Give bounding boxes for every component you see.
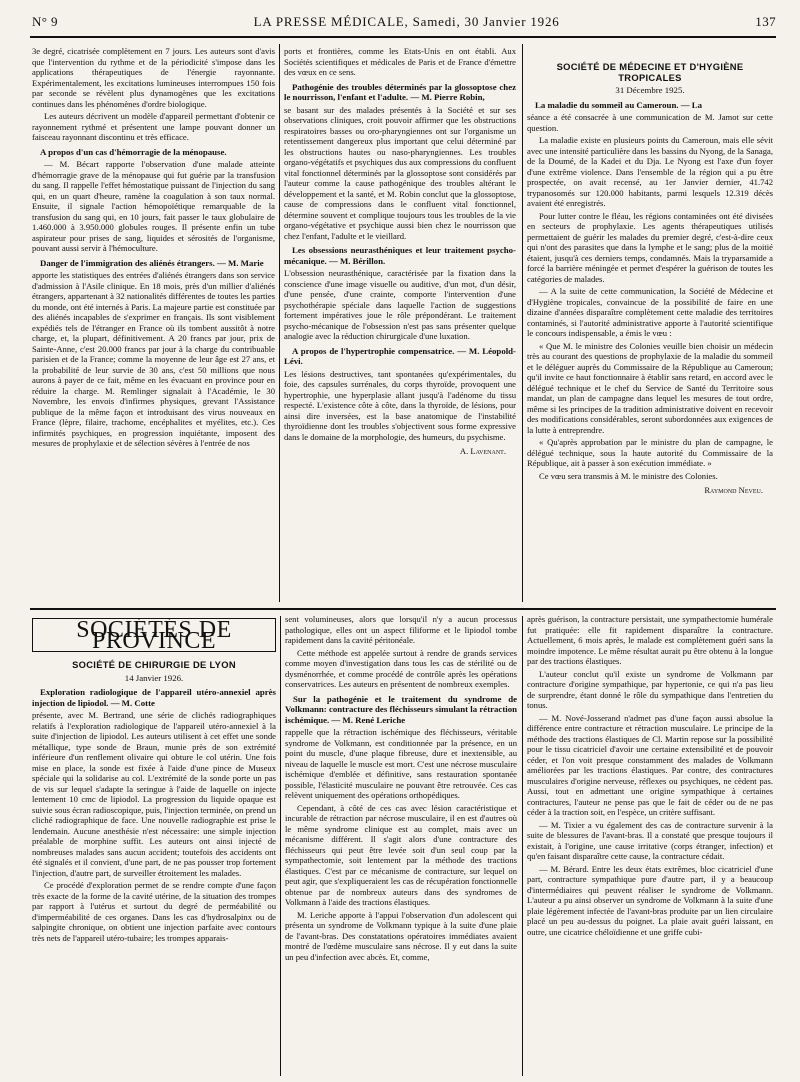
article-heading: Pathogénie des troubles déterminés par la glossoptose chez le nourrisson, l'enfant et l'adulte. — M. Pierre Robin, <box>284 81 516 102</box>
column-bottom-left <box>32 618 276 1074</box>
paragraph: Cette méthode est appelée surtout à rendre de grands services comme moyen d'investigation dans tous les cas de stérilité ou de dysménorrhée, et comme procédé de contrôle après les opérations conservatrices. Les auteurs en présentent de nombreux exemples. <box>285 647 517 689</box>
page-number: 137 <box>755 14 776 29</box>
section-title-box <box>32 618 276 652</box>
session-date: 31 Décembre 1925. <box>615 85 685 95</box>
header-rule <box>30 36 776 38</box>
article-heading: Les obsessions neurasthéniques et leur traitement psycho-mécanique. — M. Bérillon. <box>284 245 516 266</box>
paragraph: ports et frontières, comme les Etats-Unis en ont établi. Aux Sociétés scientifiques et médicales de Paris et de France d'émettre des vœux en ce sens. <box>284 46 516 77</box>
column-divider <box>280 616 281 1076</box>
paragraph: 3e degré, cicatrisée complètement en 7 jours. Les auteurs sont d'avis que l'intervention du rythme et de la périodicité s'impose dans les applications thérapeutiques de l'énergie rayonnante. Expérimentalement, les excitations lumineuses interrompues 150 fois par seconde se révèlent plus dynamogènes que les excitations continues dans les phénomènes d'ordre biologique. <box>32 46 275 109</box>
paragraph: se basant sur des malades présentés à la Société et sur ses observations cliniques, croit pouvoir affirmer que les obstructions respiratoires basses ou oro-pharyngiennes ont sur l'organisme un retentissement dangereux plus important que celui déterminé par les obstructions hautes ou naso-pharyngiennes. Les troubles organo-végétatifs et psychiques dus aux compressions du confluent vital fonctionnel déterminés par la glossoptose sont considérés par l'auteur comme la cause pathogénique des troubles altérant le développement et la santé, et M. Robin conclut que la glossoptose, cause de compressions dans le confluent vital fonctionnel, détermine souvent et complique toujours tous les troubles de la vie organo-végétative et psychique aussi bien chez le nourrisson que chez l'enfant, l'adulte et le vieillard. <box>284 104 516 241</box>
column-bottom-middle <box>285 614 517 1076</box>
section-title: SOCIÉTÉS DE PROVINCE <box>76 618 232 654</box>
paragraph: « Qu'après approbation par le ministre du plan de campagne, le délégué technique, sous la haute autorité du Commissaire de la République, ait à passer à son exécution immédiate. » <box>527 437 773 468</box>
column-top-left <box>32 46 275 603</box>
paragraph: séance a été consacrée à une communication de M. Jamot sur cette question. <box>527 112 773 133</box>
session-date: 14 Janvier 1926. <box>124 672 184 683</box>
paragraph: — M. Tixier a vu également des cas de contracture survenir à la suite de blessures de l'avant-bras. Il a constaté que presque toujours il existait, à l'origine, une cause irritative (corps étranger, infection) et qu'en faisant disparaître cette cause, la contracture cédait. <box>527 819 773 861</box>
paragraph: Les auteurs décrivent un modèle d'appareil permettant d'obtenir ce rayonnement rythmé et présentent une lampe pouvant donner un faisceau rayonnant discontinu et très efficace. <box>32 111 275 142</box>
paragraph: — M. Nové-Josserand n'admet pas d'une façon aussi absolue la différence entre contracture et rétraction musculaire. Le principe de la méthode des tractions élastiques de Cl. Martin repose sur la possibilité pour le tissu cicatriciel d'avoir une certaine extensibilité et de pouvoir céder, et l'on voit presque constamment des malades de Volkmann améliorées par les tractions élastiques. Par contre, des contractures musculaires d'origine nerveuse, réflexes ou psychiques, ne cèdent pas. Aussi, tout en admettant une origine sympathique à certaines contractures, l'auteur ne pense pas que le fait de céder ou de ne pas céder à la traction soit, en l'espèce, un critère suffisant. <box>527 712 773 817</box>
paragraph: présente, avec M. Bertrand, une série de clichés radiographiques relatifs à l'exploration radiologique de l'appareil utéro-annexiel à la suite d'injection de lipiodol. Les auteurs utilisent à cet effet une sonde métallique, type sonde de Braun, munie près de son extrémité inférieure d'un renflement olivaire qui obture le col utérin. Une fois mise en place, la sonde est fixée à l'aide d'une pince de Museux spéciale qui la solidarise au col. L'extrémité de la sonde porte un pas de vis sur lequel s'adapte la seringue à l'aide de laquelle on injecte lentement 10 cmc de lipiodol. La progression du liquide opaque est suivie sous écran radioscopique, puis, l'injection terminée, on prend un cliché radiographique de face. Une nouvelle radiographie est prise le lendemain. Aucune anesthésie n'est nécessaire: une simple injection préalable de morphine suffit. Les auteurs ont ainsi injecté de nombreuses malades sans aucun accident; toutefois des accidents ont été signalés et il convient, d'une part, de ne pas pousser trop fortement l'injection, d'autre part, de surveiller étroitement les malades. <box>32 710 276 878</box>
author-signature: A. Lavenant. <box>459 446 506 456</box>
column-top-right <box>527 60 773 600</box>
paragraph: — M. Bérard. Entre les deux états extrêmes, bloc cicatriciel d'une part, contracture sympathique pure d'autre part, il y a beaucoup d'intermédiaires qui peuvent réaliser le syndrome de Volkmann. L'auteur a pu ainsi observer un syndrome de Volkmann à la suite d'une plaie légèrement infectée de l'avant-bras produite par un lien circulaire placé un peu au-dessus du poignet. La plaie avait guéri laissant, en outre, une cicatrice chéloïdienne et une griffe cubi- <box>527 863 773 937</box>
paragraph: M. Leriche apporte à l'appui l'observation d'un adolescent qui présenta un syndrome de Volkmann typique à la suite d'une plaie de l'avant-bras. Des constatations opératoires immédiates avaient montré de l'œdème musculaire sans nécrose. Il y eut dans la suite un peu d'infection avec abcès. Et, comme, <box>285 909 517 962</box>
article-heading: Exploration radiologique de l'appareil utéro-annexiel après injection de lipiodol. — M. Cotte <box>32 687 276 708</box>
section-rule <box>30 608 776 610</box>
paragraph: Ce vœu sera transmis à M. le ministre des Colonies. <box>539 470 718 481</box>
article-heading: Danger de l'immigration des aliénés étrangers. — M. Marie <box>40 257 264 268</box>
paragraph: La maladie existe en plusieurs points du Cameroun, mais elle sévit avec une intensité particulière dans les bassins du Nyong, de la Sanaga, de la Doumé, de la Kadei et du Dja. Le Nyong est l'axe d'un foyer d'une extrême violence. Dans l'ensemble de la région qui a pu être prospectée, on avait recensé, au 1er Janvier dernier, 41.742 trypanosomés sur 120.000 habitants, parmi lesquels 12.319 décès avaient été enregistrés. <box>527 135 773 208</box>
column-divider <box>279 44 280 602</box>
article-body <box>32 687 276 943</box>
paragraph: « Que M. le ministre des Colonies veuille bien choisir un médecin très au courant des questions de prophylaxie de la maladie du sommeil et le déléguer auprès du Commissaire de la République au Cameroun; qu'il invite ce haut fonctionnaire à établir sans retard, en accord avec le délégué technique et le chef du Service de Santé du Territoire sous mandat, un plan de campagne dans lequel les mesures de tout ordre, même si les principes de la tradition administrative doivent en recevoir des modifications considérables, seront subordonnées aux exigences de la lutte à entreprendre. <box>527 340 773 435</box>
column-divider <box>522 616 523 1076</box>
paragraph: — A la suite de cette communication, la Société de Médecine et d'Hygiène tropicales, convaincue de la possibilité de faire en une dizaine d'années disparaître complètement cette maladie des territoires contaminés, si l'autorité administrative apporte à l'autorité scientifique le concours indispensable, a émis le vœu : <box>527 286 773 338</box>
paragraph: après guérison, la contracture persistait, une sympathectomie humérale fut pratiquée: elle fit rapidement disparaître la contracture. Actuellement, 6 mois après, le malade est complètement guéri sans la moindre impotence. Le même résultat aurait pu être obtenu à la longue par des tractions élastiques. <box>527 614 773 666</box>
paragraph: rappelle que la rétraction ischémique des fléchisseurs, véritable syndrome de Volkmann, est conditionnée par la présence, en un point du muscle, d'une plaque fibreuse, dure et inextensible, au niveau de laquelle le muscle est mort. C'est une nécrose musculaire ischémique d'emblée et définitive, sans restauration spontanée possible, l'élasticité musculaire ne pouvant être retrouvée. Ces cas relèvent uniquement des opérations orthopédiques. <box>285 727 517 800</box>
column-top-middle <box>284 46 516 603</box>
paragraph: apporte les statistiques des entrées d'aliénés étrangers dans son service d'admission à l'Asile clinique. En 18 mois, près d'un millier d'aliénés étrangers, appartenant à 32 nationalités différentes de toutes les parties du monde, ont été internés à Paris. La majeure partie est constituée par des aliénés incapables de s'exprimer en français. Ils sont visiblement expédiés tels de l'étranger en France où ils tombent aussitôt à notre charge, et, la plupart, définitivement. A 20 francs par jour, prix de Sainte-Anne, c'est 20.000 francs par jour à la charge du contribuable parisien et de la France; comme la moyenne de leur âge est 27 ans, et la probabilité de leur survie de 30 ans, c'est 50 millions que nous aurons à payer de ce fait, même en les évacuant en province pour en réduire la charge. M. Remlinger signalait à l'Académie, le 30 Novembre, les envois d'infirmes physiques, grevant l'Assistance publique de la même façon et introduisant des virus nouveaux en France (lèpre, filaire, trachome, encéphalites et myélites, etc.). Ces infirmités psychiques, en progression inquiétante, imposent des mesures de prophylaxie et de sélection sévères à l'entrée de nos <box>32 270 275 448</box>
paragraph: L'obsession neurasthénique, caractérisée par la fixation dans la conscience d'une image visuelle ou auditive, d'un mot, d'un désir, d'une pensée, d'une crainte, comporte l'intervention d'une psychothérapie spéciale dans laquelle l'action de suggestions fortement impératives joue le rôle prépondérant. Le traitement psycho-mécanique de l'obsession n'est pas sans présenter quelque analogie avec la réduction chirurgicale d'une luxation. <box>284 268 516 341</box>
author-signature: Raymond Neveu. <box>704 485 763 495</box>
journal-title: LA PRESSE MÉDICALE, Samedi, 30 Janvier 1926 <box>253 14 560 29</box>
article-heading: A propos de l'hypertrophie compensatrice. — M. Léopold-Lévi. <box>284 345 516 366</box>
paragraph: Cependant, à côté de ces cas avec lésion caractéristique et incurable de rétraction par nécrose musculaire, il en est d'autres où le même syndrome clinique est au complet, mais avec un mécanisme différent. Il s'agit alors d'une contracture des fléchisseurs qui peut être levée soit d'un seul coup par la sympathectomie, soit lentement par la méthode des tractions élastiques. C'est par ce mécanisme de contracture, sur lequel on peut agir, que s'expliqueraient les cas de récupération fonctionnelle obtenue par de nombreux auteurs dans des syndromes de Volkmann à l'aide des tractions élastiques. <box>285 802 517 907</box>
paragraph: — M. Bécart rapporte l'observation d'une malade atteinte d'hémorragie grave de la ménopause qui fut guérie par la transfusion du sang. Il rappelle l'effet hémostatique puissant de l'injection du sang qui, en un quart d'heure, ramène la coagulation à son taux normal. Ensuite, il signale l'action hémopoïétique remarquable de la transfusion du sang qui, en 10 jours, fait passer le taux globulaire de 1.460.000 à 3.950.000 globules rouges. Il présente enfin un tube aspirateur pour prises de sang, liquides et sérosités de l'organisme, pouvant aussi servir à l'hémoculture. <box>32 159 275 253</box>
column-bottom-right <box>527 614 773 1076</box>
paragraph: Pour lutter contre le fléau, les régions contaminées ont été divisées en secteurs de prophylaxie. Les agents thérapeutiques utilisés permettaient de guérir les malades du premier degré, c'est-à-dire ceux qui n'ont des parasites que dans la lymphe et le sang; plus de la moitié étaient, jusqu'à ces derniers temps, condamnés. Mais la tryparsamide a forcé la barrière méningée et permet d'espérer la guérison de toutes les catégories de malades. <box>527 210 773 284</box>
society-title: SOCIÉTÉ DE CHIRURGIE DE LYON <box>72 659 236 670</box>
article-heading: A propos d'un cas d'hémorragie de la ménopause. <box>40 146 227 157</box>
paragraph: Ce procédé d'exploration permet de se rendre compte d'une façon très exacte de la forme de la cavité utérine, de la situation des trompes par rapport à l'utérus et surtout du degré de perméabilité ou d'imperméabilité de ces organes. Dans les cas d'hydrosalpinx ou de salpingite chronique, on obtient une injection parfaite avec contours très nets de l'appareil utéro-tubaire; les trompes apparais- <box>32 880 276 943</box>
paragraph: L'auteur conclut qu'il existe un syndrome de Volkmann par contracture d'origine sympathique, par hypertonie, ce qui n'a pas lieu de surprendre, étant donné le rôle du sympathique dans l'entretien du tonus. <box>527 668 773 710</box>
article-heading: Sur la pathogénie et le traitement du syndrome de Volkmann: contracture des fléchisseurs simulant la rétraction ischémique. — M. René Leriche <box>285 693 517 725</box>
paragraph: sent volumineuses, alors que lorsqu'il n'y a aucun processus pathologique, elles ont un aspect filiforme et le lipiodol tombe rapidement dans la cavité péritonéale. <box>285 614 517 645</box>
issue-number: N° 9 <box>32 14 58 29</box>
article-heading: La maladie du sommeil au Cameroun. — La <box>535 99 702 110</box>
paragraph: Les lésions destructives, tant spontanées qu'expérimentales, du foie, des capsules surrénales, du corps thyroïde, provoquent une hypertrophie, une hyperplasie allant jusqu'à l'adénome du tissu respecté. L'existence côte à côte, dans la thyroïde, de lésions, pour ainsi dire inversées, est la base anatomique de l'instabilité thyroïdienne dont les troubles s'objectivent sous forme expressive dans le domaine de la morphologie, des humeurs, du psychisme. <box>284 368 516 442</box>
column-divider <box>522 44 523 602</box>
page-header <box>32 14 776 34</box>
society-title: SOCIÉTÉ DE MÉDECINE ET D'HYGIÈNE TROPICALES <box>556 61 744 83</box>
